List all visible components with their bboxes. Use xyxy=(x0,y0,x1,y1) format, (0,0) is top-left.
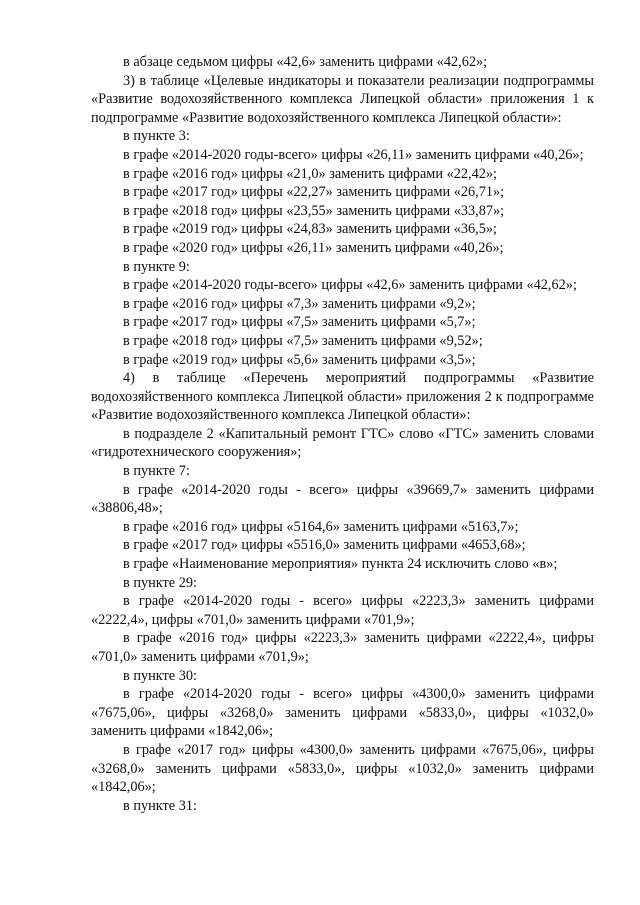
paragraph: в графе «2014-2020 годы - всего» цифры «39669,7» заменить цифрами «38806,48»; xyxy=(91,481,594,517)
paragraph: в пункте 3: xyxy=(123,128,190,145)
paragraph: в подразделе 2 «Капитальный ремонт ГТС» слово «ГТС» заменить словами «гидротехнического сооружения»; xyxy=(91,425,594,461)
paragraph: в пункте 9: xyxy=(123,258,190,275)
paragraph: в графе «2016 год» цифры «21,0» заменить цифрами «22,42»; xyxy=(123,165,498,182)
paragraph: в пункте 29: xyxy=(123,574,197,591)
paragraph: в графе «2019 год» цифры «5,6» заменить цифрами «3,5»; xyxy=(123,351,476,368)
paragraph: в пункте 30: xyxy=(123,667,197,684)
paragraph: 4) в таблице «Перечень мероприятий подпрограммы «Развитие водохозяйственного комплекса Липецкой области» приложения 2 к подпрограмме «Развитие водохозяйственного комплекса Липецкой области»: xyxy=(91,370,594,424)
paragraph: в графе «2019 год» цифры «24,83» заменить цифрами «36,5»; xyxy=(123,221,498,238)
paragraph: в абзаце седьмом цифры «42,6» заменить цифрами «42,62»; xyxy=(123,54,488,70)
paragraph: в пункте 31: xyxy=(123,797,197,814)
paragraph: в графе «2016 год» цифры «5164,6» заменить цифрами «5163,7»; xyxy=(123,518,519,535)
paragraph: в графе «2017 год» цифры «7,5» заменить цифрами «5,7»; xyxy=(123,314,476,331)
paragraph: в графе «2016 год» цифры «2223,3» заменить цифрами «2222,4», цифры «701,0» заменить цифрами «701,9»; xyxy=(91,630,594,665)
paragraph: 3) в таблице «Целевые индикаторы и показатели реализации подпрограммы «Развитие водохозяйственного комплекса Липецкой области» приложения 1 к подпрограмме «Развитие водохозяйственного комплекса Липецкой области»: xyxy=(91,72,594,126)
paragraph: в графе «2020 год» цифры «26,11» заменить цифрами «40,26»; xyxy=(123,239,504,256)
paragraph: в графе «2017 год» цифры «22,27» заменить цифрами «26,71»; xyxy=(123,184,505,201)
paragraph: в пункте 7: xyxy=(123,463,190,480)
paragraph: в графе «2018 год» цифры «7,5» заменить цифрами «9,52»; xyxy=(123,332,483,349)
paragraph: в графе «2017 год» цифры «5516,0» заменить цифрами «4653,68»; xyxy=(123,537,526,554)
paragraph: в графе «2016 год» цифры «7,3» заменить цифрами «9,2»; xyxy=(123,295,476,312)
paragraph: в графе «2014-2020 годы - всего» цифры «2223,3» заменить цифрами «2222,4», цифры «701,0» заменить цифрами «701,9»; xyxy=(91,593,594,628)
paragraph: в графе «2014-2020 годы-всего» цифры «26,11» заменить цифрами «40,26»; xyxy=(123,146,584,163)
paragraph: в графе «2017 год» цифры «4300,0» заменить цифрами «7675,06», цифры «3268,0» заменить цифрами «5833,0», цифры «1032,0» заменить цифрами «1842,06»; xyxy=(91,741,594,796)
paragraph: в графе «2018 год» цифры «23,55» заменить цифрами «33,87»; xyxy=(123,202,505,219)
paragraph: в графе «Наименование мероприятия» пункта 24 исключить слово «в»; xyxy=(123,556,558,573)
paragraph: в графе «2014-2020 годы-всего» цифры «42,6» заменить цифрами «42,62»; xyxy=(123,277,577,294)
document-body xyxy=(91,53,594,815)
paragraph: в графе «2014-2020 годы - всего» цифры «4300,0» заменить цифрами «7675,06», цифры «3268,0» заменить цифрами «5833,0», цифры «1032,0» заменить цифрами «1842,06»; xyxy=(91,686,594,740)
